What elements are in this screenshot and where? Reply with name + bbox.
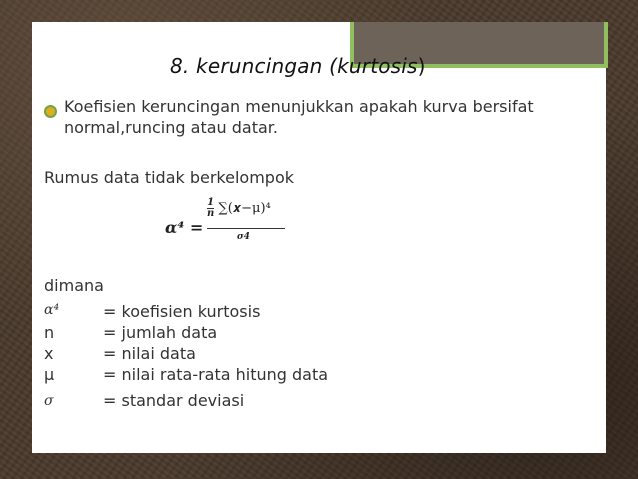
title-paren: ) <box>417 54 426 78</box>
def-symbol-mu: μ <box>44 365 55 384</box>
where-label: dimana <box>44 276 104 295</box>
slide-title <box>170 54 426 78</box>
formula-sum: ∑(𝒙−μ)⁴ <box>218 201 271 216</box>
formula-coefficient <box>207 198 214 219</box>
coef-denominator: n <box>207 208 215 219</box>
title-text: 8. keruncingan (kurtosis <box>170 54 418 78</box>
slide-canvas <box>32 22 606 453</box>
formula-fraction <box>207 197 287 242</box>
def-desc-n: = jumlah data <box>103 323 218 342</box>
def-desc-x: = nilai data <box>103 344 196 363</box>
formula-lhs: α⁴ = <box>165 218 204 237</box>
def-desc-sigma: = standar deviasi <box>103 391 245 410</box>
def-symbol-x: x <box>44 344 54 363</box>
def-desc-mu: = nilai rata-rata hitung data <box>103 365 329 384</box>
def-symbol-n: n <box>44 323 55 342</box>
description-text: Koefisien keruncingan menunjukkan apakah kurva bersifat normal,runcing atau datar. <box>64 97 534 137</box>
coef-numerator: 1 <box>207 197 215 208</box>
def-desc-alpha: = koefisien kurtosis <box>103 302 261 321</box>
formula-numerator <box>207 198 287 219</box>
formula-heading: Rumus data tidak berkelompok <box>44 168 294 187</box>
bullet-icon <box>44 105 57 118</box>
formula-denominator: σ4 <box>237 232 250 242</box>
fraction-bar <box>207 228 285 229</box>
def-symbol-sigma: σ <box>44 393 54 409</box>
def-symbol-alpha: α⁴ <box>44 302 60 318</box>
